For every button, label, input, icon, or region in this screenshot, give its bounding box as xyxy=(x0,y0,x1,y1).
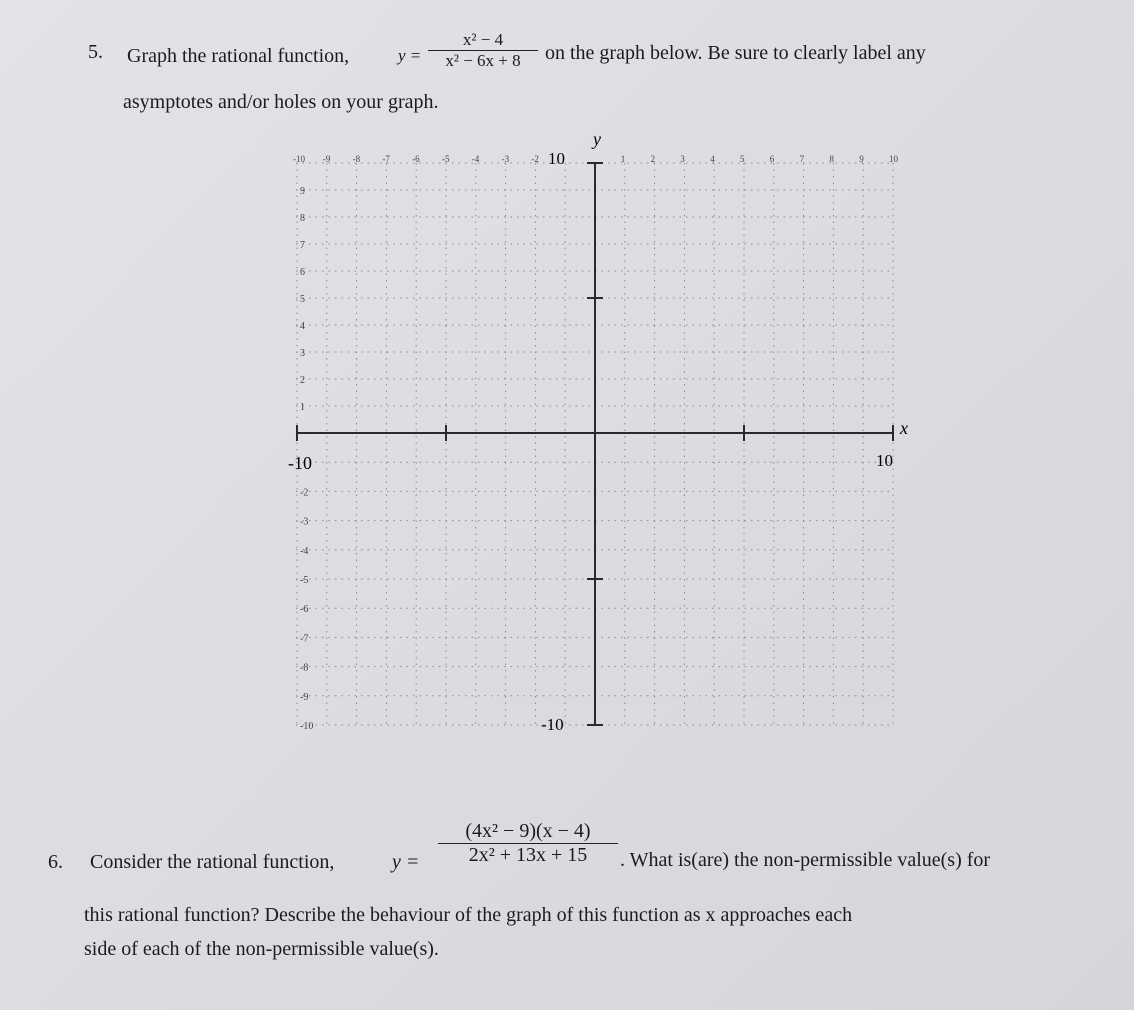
top-x-tick-label: 6 xyxy=(769,154,775,164)
left-y-tick-label: -3 xyxy=(300,516,309,528)
question-5-denominator: x² − 6x + 8 xyxy=(445,51,521,70)
top-x-tick-label: -8 xyxy=(352,154,361,164)
left-y-tick-label: 7 xyxy=(300,240,305,251)
question-6-y-equals: y = xyxy=(392,851,420,873)
top-x-tick-label: -5 xyxy=(442,154,450,164)
top-x-tick-label: -6 xyxy=(412,154,420,164)
left-y-tick-label: -2 xyxy=(300,487,309,499)
question-6-fraction xyxy=(438,820,618,867)
top-x-tick-label: -2 xyxy=(531,154,539,164)
top-x-tick-label: 5 xyxy=(740,154,745,164)
top-x-tick-label: 7 xyxy=(799,154,805,164)
y-end-label-top: 10 xyxy=(548,149,565,168)
question-6-numerator: (4x² − 9)(x − 4) xyxy=(465,820,591,842)
question-6-text-after: . What is(are) the non-permissible value(s) for xyxy=(620,849,991,871)
left-y-tick-label: -8 xyxy=(300,662,309,674)
left-y-tick-label: 2 xyxy=(300,375,305,386)
top-x-tick-label: -7 xyxy=(382,154,390,164)
top-x-tick-label: -3 xyxy=(501,154,510,164)
top-x-tick-label: -4 xyxy=(471,154,480,164)
left-y-tick-label: 1 xyxy=(300,402,305,413)
question-5-numerator: x² − 4 xyxy=(462,30,504,49)
top-x-tick-label: 3 xyxy=(680,154,685,164)
question-5-y-equals: y = xyxy=(398,46,422,65)
question-6-line-3: side of each of the non-permissible value(s). xyxy=(84,938,439,960)
left-y-tick-label: -10 xyxy=(300,721,314,732)
question-6-denominator: 2x² + 13x + 15 xyxy=(468,844,588,866)
top-x-tick-label: -10 xyxy=(293,154,305,164)
y-axis-label: y xyxy=(593,129,601,149)
left-y-tick-label: 5 xyxy=(300,294,305,305)
top-x-tick-label: 9 xyxy=(859,154,864,164)
left-y-tick-label: 6 xyxy=(300,267,305,278)
question-5-text: Graph the rational function, xyxy=(127,45,350,67)
left-y-tick-label: -4 xyxy=(300,545,309,557)
x-axis-label: x xyxy=(900,418,908,438)
question-6-text: Consider the rational function, xyxy=(90,851,335,873)
left-y-tick-label: -7 xyxy=(300,633,309,645)
left-y-tick-label: 9 xyxy=(300,186,305,197)
top-x-tick-label: 1 xyxy=(620,154,626,164)
top-x-tick-label: 10 xyxy=(889,154,898,164)
top-x-tick-label: 2 xyxy=(650,154,656,164)
left-y-tick-label: 4 xyxy=(300,321,305,332)
question-5-line-2: asymptotes and/or holes on your graph. xyxy=(123,91,439,113)
question-5-text-after: on the graph below. Be sure to clearly label any xyxy=(545,42,926,64)
left-y-tick-label: -6 xyxy=(300,604,309,616)
question-5-number: 5. xyxy=(88,41,103,63)
left-y-tick-label: 8 xyxy=(300,213,305,224)
top-x-tick-label: -9 xyxy=(322,154,331,164)
question-6-number: 6. xyxy=(48,851,63,873)
y-end-label-bottom: -10 xyxy=(541,715,564,734)
top-x-tick-label: 8 xyxy=(829,154,834,164)
x-end-label-left: -10 xyxy=(288,453,312,473)
question-6-line-2: this rational function? Describe the behaviour of the graph of this function as x approaches each xyxy=(84,904,853,926)
top-x-tick-label: 4 xyxy=(710,154,715,164)
left-y-tick-label: -5 xyxy=(300,575,309,586)
x-end-label-right: 10 xyxy=(876,451,893,470)
left-y-tick-label: 3 xyxy=(300,348,305,359)
left-y-tick-label: -9 xyxy=(300,691,309,703)
